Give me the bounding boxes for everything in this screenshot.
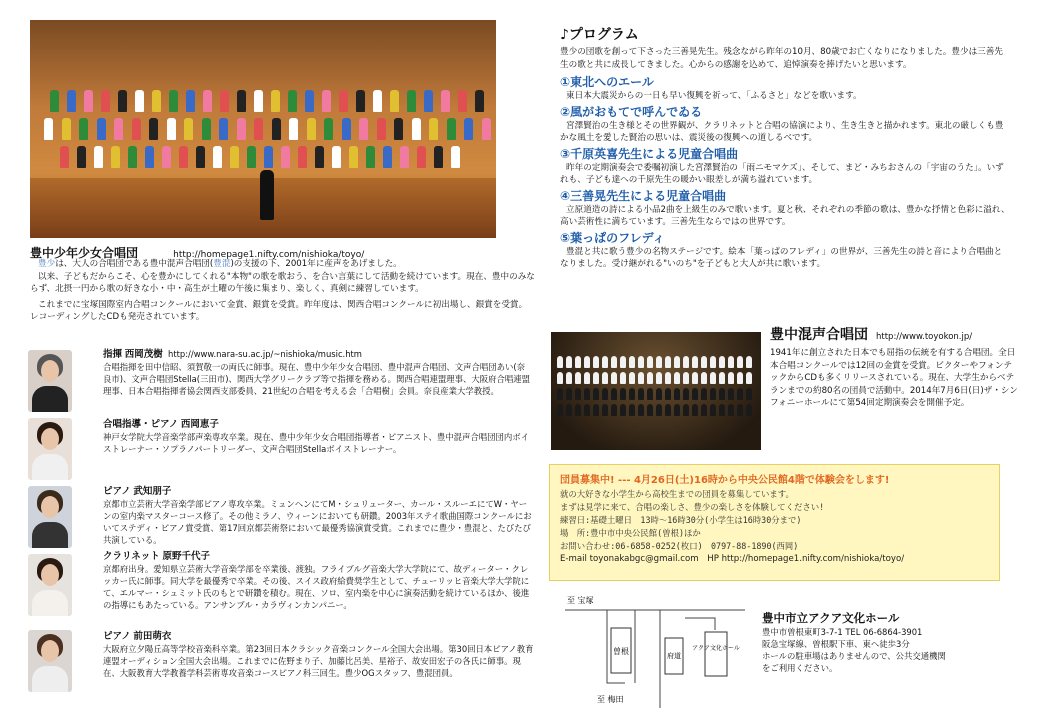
konsei-singer-figure <box>665 404 671 416</box>
singer-figure <box>373 90 382 112</box>
program-item-2-title: ②風がおもてで呼んでゐる <box>560 104 703 119</box>
program-item-4-title: ④三善晃先生による児童合唱曲 <box>560 188 727 203</box>
konsei-singer-figure <box>710 356 716 368</box>
singer-figure <box>324 118 333 140</box>
person-3-role: ピアノ <box>103 486 131 497</box>
konsei-singer-figure <box>728 356 734 368</box>
konsei-singer-figure <box>692 372 698 384</box>
konsei-singer-figure <box>593 404 599 416</box>
singer-figure <box>359 118 368 140</box>
konsei-singer-figure <box>566 372 572 384</box>
konsei-singer-figure <box>620 404 626 416</box>
recruit-line-4: 場 所:豊中市中央公民館(曽根)ほか <box>560 528 701 538</box>
konsei-singer-figure <box>647 356 653 368</box>
singer-figure <box>417 146 426 168</box>
person-5-role: ピアノ <box>103 631 131 642</box>
recruit-line-1: 就の大好きな小学生から高校生までの団員を募集しています。 <box>560 489 794 499</box>
map-hall-box <box>705 632 727 676</box>
singer-figure <box>315 146 324 168</box>
map-label-top: 至 宝塚 <box>567 596 594 605</box>
konsei-singer-figure <box>575 356 581 368</box>
konsei-singer-figure <box>584 404 590 416</box>
recruit-line-5: お問い合わせ:06-6858-0252(枚口) 0797-88-1890(西岡) <box>560 541 799 551</box>
singer-figure <box>272 118 281 140</box>
konsei-singer-figure <box>575 388 581 400</box>
konsei-singer-figure <box>683 388 689 400</box>
konsei-singer-figure <box>746 372 752 384</box>
singer-figure <box>447 118 456 140</box>
singer-figure <box>464 118 473 140</box>
venue-line-1: 豊中市曽根東町3-7-1 TEL 06-6864-3901 <box>762 627 923 637</box>
program-item-2-text: 宮澤賢治の生き様とその世界観が、クラリネットと合唱の協演により、生き生きと描かれます。東北の厳しくも豊かな風土を愛した賢治の思いは、震災後の復興への道しるべです。 <box>560 120 1004 143</box>
singer-figure <box>271 90 280 112</box>
konsei-singer-figure <box>746 404 752 416</box>
konsei-singer-figure <box>647 372 653 384</box>
konsei-singer-figure <box>638 404 644 416</box>
konsei-singer-figure <box>566 356 572 368</box>
singer-figure <box>230 146 239 168</box>
singer-figure <box>281 146 290 168</box>
person-5-name: 前田萌衣 <box>133 631 172 642</box>
singer-figure <box>220 90 229 112</box>
konsei-singer-figure <box>593 356 599 368</box>
access-map <box>565 588 745 708</box>
person-4-name: 原野千代子 <box>162 551 210 562</box>
konsei-photo <box>551 332 761 450</box>
konsei-singer-figure <box>737 388 743 400</box>
konsei-singer-figure <box>674 372 680 384</box>
singer-figure <box>184 118 193 140</box>
konsei-singer-figure <box>557 372 563 384</box>
konsei-singer-figure <box>557 356 563 368</box>
singer-figure <box>247 146 256 168</box>
konsei-singer-figure <box>701 404 707 416</box>
singer-figure <box>356 90 365 112</box>
konsei-singer-figure <box>656 372 662 384</box>
singer-figure <box>400 146 409 168</box>
konsei-singer-figure <box>647 404 653 416</box>
konsei-singer-figure <box>575 404 581 416</box>
konsei-singer-figure <box>728 404 734 416</box>
konsei-singer-figure <box>719 356 725 368</box>
konsei-singer-figure <box>719 388 725 400</box>
singer-figure <box>44 118 53 140</box>
portrait-takechi-tomoko <box>28 486 72 548</box>
person-4 <box>103 550 535 611</box>
singer-figure <box>186 90 195 112</box>
singer-figure <box>289 118 298 140</box>
konsei-singer-figure <box>665 356 671 368</box>
konsei-singer-figure <box>593 388 599 400</box>
singer-figure <box>339 90 348 112</box>
group-desc-1: 豊少は、大人の合唱団である豊中混声合唱団(豊混)の支援の下、2001年に産声をあげました。 <box>38 259 402 269</box>
singer-figure <box>97 118 106 140</box>
singer-figure <box>366 146 375 168</box>
person-1-bio: 合唱指揮を田中信昭、須賀敬一の両氏に師事。現在、豊中少年少女合唱団、豊中混声合唱団、文声合唱団あい(奈良市)、文声合唱団Stella(三田市)、関西大学グリークラブ等で指揮を務める。関西合唱連盟理事、大阪府合唱連盟理事、日本合唱指揮者協会関西支部委員、21世紀の合唱を考える会「合唱樹」会員。奈良産業大学教授。 <box>103 362 530 396</box>
konsei-singer-figure <box>728 372 734 384</box>
konsei-singer-figure <box>557 404 563 416</box>
person-1-name: 西岡茂樹 <box>124 349 163 360</box>
konsei-singer-figure <box>665 388 671 400</box>
konsei-singer-figure <box>674 404 680 416</box>
person-3-name: 武知朋子 <box>133 486 172 497</box>
singer-figure <box>475 90 484 112</box>
singer-figure <box>407 90 416 112</box>
venue-line-3: ホールの駐車場はありませんので、公共交通機関 <box>762 651 946 661</box>
konsei-singer-figure <box>710 404 716 416</box>
conductor-figure <box>260 170 274 220</box>
program-item-3-text: 昨年の定期演奏会で委嘱初演した宮澤賢治の「雨ニモマケズ」、そして、まど・みちおさんの「宇宙のうた」。いずれも、子ども達への千原先生の暖かい眼差しが満ち溢れています。 <box>560 162 1004 185</box>
recruit-line-2: まずは見学に来て、合唱の楽しさ、豊少の楽しさを体験してください! <box>560 502 825 512</box>
venue-line-4: をご利用ください。 <box>762 663 838 673</box>
person-3 <box>103 485 535 546</box>
konsei-singer-figure <box>647 388 653 400</box>
recruit-box <box>549 464 1000 581</box>
program-item-3-title: ③千原英喜先生による児童合唱曲 <box>560 146 739 161</box>
konsei-singer-figure <box>611 404 617 416</box>
singer-figure <box>254 90 263 112</box>
person-2-role: 合唱指導・ピアノ <box>103 419 179 430</box>
singer-figure <box>152 90 161 112</box>
program-heading: ♪プログラム <box>560 27 639 43</box>
singer-figure <box>349 146 358 168</box>
singer-figure <box>288 90 297 112</box>
singer-figure <box>305 90 314 112</box>
konsei-singer-figure <box>683 356 689 368</box>
singer-figure <box>196 146 205 168</box>
singer-figure <box>482 118 491 140</box>
konsei-singer-figure <box>602 404 608 416</box>
konsei-singer-figure <box>674 388 680 400</box>
konsei-singer-figure <box>638 356 644 368</box>
singer-figure <box>237 118 246 140</box>
singer-figure <box>114 118 123 140</box>
person-4-role: クラリネット <box>103 551 160 562</box>
portrait-maeda-moe <box>28 630 72 692</box>
singer-figure <box>77 146 86 168</box>
singer-figure <box>79 118 88 140</box>
konsei-singer-figure <box>737 356 743 368</box>
konsei-section <box>770 324 1020 410</box>
konsei-singer-figure <box>692 356 698 368</box>
singer-figure <box>132 118 141 140</box>
konsei-singer-figure <box>584 372 590 384</box>
person-5-bio: 大阪府立夕陽丘高等学校音楽科卒業。第23回日本クラシック音楽コンクール全国大会出場。第30回日本ピアノ教育連盟オーディション全国大会出場。これまでに佐野まり子、加藤比呂美、星裕子、故安田宏子の各氏に師事。現在、大阪教育大学教養学科芸術専攻音楽コースピアノ科三回生。豊少OGスタッフ、豊混団員。 <box>103 644 534 678</box>
konsei-singer-figure <box>584 356 590 368</box>
konsei-singer-figure <box>593 372 599 384</box>
choir-photo <box>30 20 496 238</box>
konsei-singer-figure <box>566 404 572 416</box>
singer-figure <box>135 90 144 112</box>
konsei-singer-figure <box>602 356 608 368</box>
person-1 <box>103 348 533 397</box>
konsei-singer-figure <box>692 388 698 400</box>
singer-figure <box>254 118 263 140</box>
konsei-singer-figure <box>656 356 662 368</box>
konsei-singer-figure <box>737 404 743 416</box>
singer-figure <box>213 146 222 168</box>
konsei-singer-figure <box>710 388 716 400</box>
singer-figure <box>451 146 460 168</box>
singer-figure <box>377 118 386 140</box>
singer-figure <box>145 146 154 168</box>
konsei-singer-figure <box>602 372 608 384</box>
konsei-singer-figure <box>638 388 644 400</box>
program-section <box>560 24 1010 271</box>
group-description <box>30 258 535 324</box>
konsei-singer-figure <box>620 388 626 400</box>
konsei-title: 豊中混声合唱団 <box>770 327 868 343</box>
konsei-singer-figure <box>629 388 635 400</box>
person-2-bio: 神戸女学院大学音楽学部声楽専攻卒業。現在、豊中少年少女合唱団指導者・ピアニスト、豊中混声合唱団団内ボイストレーナー・ソプラノパートリーダー、文声合唱団Stellaボイストレーナー。 <box>103 432 529 454</box>
konsei-singer-figure <box>683 404 689 416</box>
singer-figure <box>441 90 450 112</box>
konsei-url[interactable]: http://www.toyokon.jp/ <box>876 332 973 342</box>
singer-figure <box>67 90 76 112</box>
singer-figure <box>118 90 127 112</box>
konsei-singer-figure <box>629 372 635 384</box>
program-item-5-text: 豊混と共に歌う豊少の名物ステージです。絵本「葉っぱのフレディ」の世界が、三善先生の詩と音により合唱曲となりました。受け継がれる"いのち"を子どもと大人が共に歌います。 <box>560 246 1003 269</box>
person-1-url[interactable]: http://www.nara-su.ac.jp/~nishioka/music.htm <box>168 349 362 359</box>
konsei-singer-figure <box>629 356 635 368</box>
singer-figure <box>167 118 176 140</box>
konsei-singer-figure <box>701 388 707 400</box>
person-5 <box>103 630 535 679</box>
singer-figure <box>322 90 331 112</box>
konsei-singer-figure <box>629 404 635 416</box>
konsei-singer-figure <box>584 388 590 400</box>
konsei-singer-figure <box>665 372 671 384</box>
konsei-singer-figure <box>746 388 752 400</box>
konsei-singer-figure <box>728 388 734 400</box>
singer-figure <box>62 118 71 140</box>
konsei-singer-figure <box>602 388 608 400</box>
singer-figure <box>203 90 212 112</box>
recruit-contact[interactable]: E-mail toyonakabgc@gmail.com HP http://homepage1.nifty.com/nishioka/toyo/ <box>560 554 905 564</box>
person-1-role: 指揮 <box>103 349 123 360</box>
konsei-singer-figure <box>737 372 743 384</box>
konsei-singer-figure <box>710 372 716 384</box>
portrait-nishioka-keiko <box>28 418 72 480</box>
konsei-singer-figure <box>611 372 617 384</box>
konsei-singer-figure <box>566 388 572 400</box>
program-item-1-text: 東日本大震災からの一日も早い復興を祈って、「ふるさと」などを歌います。 <box>566 91 862 101</box>
konsei-singer-figure <box>575 372 581 384</box>
person-4-bio: 京都府出身。愛知県立芸術大学音楽学部を卒業後、渡独。フライブルグ音楽大学大学院にて、故ディーター・クレッカー氏に師事。同大学を最優秀で卒業。その後、スイス政府給費奨学生として、チューリッヒ音楽大学大学院にて、エルマー・シュミット氏のもとで研鑽を積む。現在、ソロ、室内楽を中心に演奏活動を続けているほか、後進の指導にもあたっている。アンサンブル・カラヴィンカンパニー。 <box>103 564 530 610</box>
konsei-singer-figure <box>719 404 725 416</box>
konsei-text: 1941年に創立された日本でも屈指の伝統を有する合唱団。全日本合唱コンクールでは12回の金賞を受賞。ビクターやフォンテックからCDも多くリリースされている。現在、大学生からベテランまでの約80名の団員で活動中。2014年7月6日(日)ザ・シンフォニーホールにて第54回定期演奏会を開催予定。 <box>770 348 1018 408</box>
singer-figure <box>237 90 246 112</box>
konsei-singer-figure <box>620 372 626 384</box>
singer-figure <box>342 118 351 140</box>
person-2 <box>103 418 533 455</box>
singer-figure <box>202 118 211 140</box>
singer-figure <box>162 146 171 168</box>
konsei-singer-figure <box>620 356 626 368</box>
singer-figure <box>84 90 93 112</box>
program-item-5-title: ⑤葉っぱのフレディ <box>560 230 665 245</box>
singer-figure <box>94 146 103 168</box>
singer-figure <box>429 118 438 140</box>
singer-figure <box>394 118 403 140</box>
singer-figure <box>169 90 178 112</box>
konsei-singer-figure <box>611 356 617 368</box>
singer-figure <box>434 146 443 168</box>
singer-figure <box>298 146 307 168</box>
singer-figure <box>390 90 399 112</box>
map-road-label: 府道 <box>667 652 681 660</box>
singer-figure <box>307 118 316 140</box>
group-title: 豊中少年少女合唱団 <box>30 246 139 260</box>
konsei-singer-figure <box>656 404 662 416</box>
group-desc-2: 以来、子どもだからこそ、心を豊かにしてくれる"本物"の歌を歌おう、を合い言葉にして活動を続けています。現在、豊中のみならず、北摂一円から歌の好きな小・中・高生が土曜の午後に集まり、楽しく、真剣に練習しています。 <box>30 271 535 294</box>
singer-figure <box>332 146 341 168</box>
konsei-singer-figure <box>692 404 698 416</box>
program-item-4-text: 立原道造の詩による小品2曲を上級生のみで歌います。夏と秋、それぞれの季節の歌は、豊かな抒情と色彩に溢れ、高い芸術性に満ちています。三善先生ならではの世界です。 <box>560 204 1010 227</box>
singer-figure <box>424 90 433 112</box>
konsei-singer-figure <box>656 388 662 400</box>
recruit-line-3: 練習日:基礎土曜日 13時～16時30分(小学生は16時30分まで) <box>560 515 802 525</box>
map-station: 曽根 <box>613 647 629 656</box>
konsei-singer-figure <box>701 356 707 368</box>
singer-figure <box>383 146 392 168</box>
venue-title: 豊中市立アクア文化ホール <box>762 611 900 625</box>
konsei-singer-figure <box>611 388 617 400</box>
singer-figure <box>128 146 137 168</box>
singer-figure <box>60 146 69 168</box>
recruit-heading: 団員募集中! --- 4月26日(土)16時から中央公民館4階で体験会をします! <box>560 475 890 486</box>
venue-line-2: 阪急宝塚線、曽根駅下車、東へ徒歩3分 <box>762 639 910 649</box>
singer-figure <box>412 118 421 140</box>
portrait-harano-chiyoko <box>28 554 72 616</box>
map-road-curve <box>685 618 715 630</box>
venue-section <box>762 610 1022 674</box>
person-3-bio: 京都市立芸術大学音楽学部ピアノ専攻卒業。ミュンヘンにてM・シュリューター、カール・スルーエにてW・ヤーンの室内楽マスターコース修了。その他ミラノ、ウィーンにおいても研鑽。2003年ステイ歌曲国際コンクールにおいてステディ・ピアノ賞受賞、第17回京都芸術祭において最優秀協演賞受賞。これまでに豊少・豊混と、たびたび共演している。 <box>103 499 532 545</box>
singer-figure <box>179 146 188 168</box>
konsei-singer-figure <box>683 372 689 384</box>
portrait-nishioka-shigeki <box>28 350 72 412</box>
map-hall: アクア文化ホール <box>692 645 740 652</box>
konsei-singer-figure <box>674 356 680 368</box>
group-url[interactable]: http://homepage1.nifty.com/nishioka/toyo/ <box>173 250 365 260</box>
program-item-1-title: ①東北へのエール <box>560 75 654 89</box>
konsei-singer-figure <box>746 356 752 368</box>
map-label-bottom: 至 梅田 <box>597 695 624 704</box>
konsei-singer-figure <box>701 372 707 384</box>
konsei-singer-figure <box>557 388 563 400</box>
konsei-singer-figure <box>719 372 725 384</box>
singer-figure <box>111 146 120 168</box>
singer-figure <box>264 146 273 168</box>
singer-figure <box>219 118 228 140</box>
singer-figure <box>149 118 158 140</box>
singer-figure <box>50 90 59 112</box>
singer-figure <box>458 90 467 112</box>
singer-figure <box>101 90 110 112</box>
konsei-singer-figure <box>638 372 644 384</box>
program-intro: 豊少の団歌を創って下さった三善晃先生。残念ながら昨年の10月、80歳でお亡くなりになりました。豊少は三善先生の歌と共に成長してきました。心からの感謝を込めて、追悼演奏を捧げたいと思います。 <box>560 47 1003 70</box>
person-2-name: 西岡恵子 <box>180 419 219 430</box>
group-desc-3: これまでに宝塚国際室内合唱コンクールにおいて金賞、銀賞を受賞。昨年度は、関西合唱コンクールに初出場し、銀賞を受賞。レコーディングしたCDも発売されています。 <box>30 299 528 322</box>
